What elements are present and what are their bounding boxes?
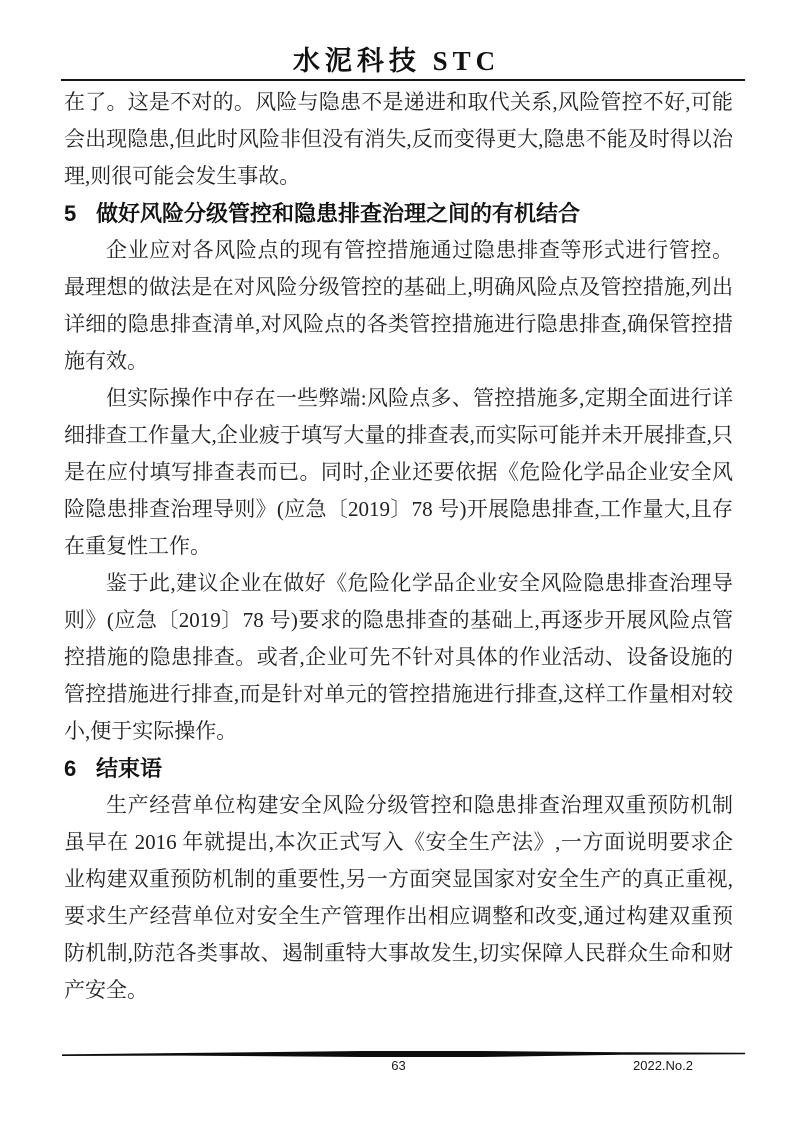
footer-rule [62,1050,745,1058]
section-5-paragraph: 鉴于此,建议企业在做好《危险化学品企业安全风险隐患排查治理导则》(应急〔2019〕78 号)要求的隐患排查的基础上,再逐步开展风险点管控措施的隐患排查。或者,企业可先不针对具体的作业活动、设备设施的管控措施进行排查,而是针对单元的管控措施进行排查,这样工作量相对较小,便于实际操作。 [64,571,733,743]
journal-title: 水泥科技 STC [292,46,501,76]
section-6-number: 6 [64,756,77,781]
article-body [64,84,733,1009]
journal-header [0,0,793,78]
page-number: 63 [391,1058,406,1073]
section-5-heading [64,195,733,232]
section-6-heading [64,750,733,787]
section-6-paragraph: 生产经营单位构建安全风险分级管控和隐患排查治理双重预防机制虽早在 2016 年就提出,本次正式写入《安全生产法》,一方面说明要求企业构建双重预防机制的重要性,另一方面突显国家对安全生产的真正重视,要求生产经营单位对安全生产管理作出相应调整和改变,通过构建双重预防机制,防范各类事故、遏制重特大事故发生,切实保障人民群众生命和财产安全。 [64,793,733,1002]
issue-number: 2022.No.2 [633,1058,693,1073]
section-5-number: 5 [64,201,77,226]
header-rule [61,79,745,81]
paragraph-continuation: 在了。这是不对的。风险与隐患不是递进和取代关系,风险管控不好,可能会出现隐患,但此时风险非但没有消失,反而变得更大,隐患不能及时得以治理,则很可能会发生事故。 [64,90,733,188]
section-5-paragraph: 但实际操作中存在一些弊端:风险点多、管控措施多,定期全面进行详细排查工作量大,企业疲于填写大量的排查表,而实际可能并未开展排查,只是在应付填写排查表而已。同时,企业还要依据《危险化学品企业安全风险隐患排查治理导则》(应急〔2019〕78 号)开展隐患排查,工作量大,且存在重复性工作。 [64,386,733,558]
section-5-paragraph: 企业应对各风险点的现有管控措施通过隐患排查等形式进行管控。最理想的做法是在对风险分级管控的基础上,明确风险点及管控措施,列出详细的隐患排查清单,对风险点的各类管控措施进行隐患排查,确保管控措施有效。 [64,238,733,373]
section-6-title: 结束语 [96,756,163,781]
section-5-title: 做好风险分级管控和隐患排查治理之间的有机结合 [96,201,581,226]
